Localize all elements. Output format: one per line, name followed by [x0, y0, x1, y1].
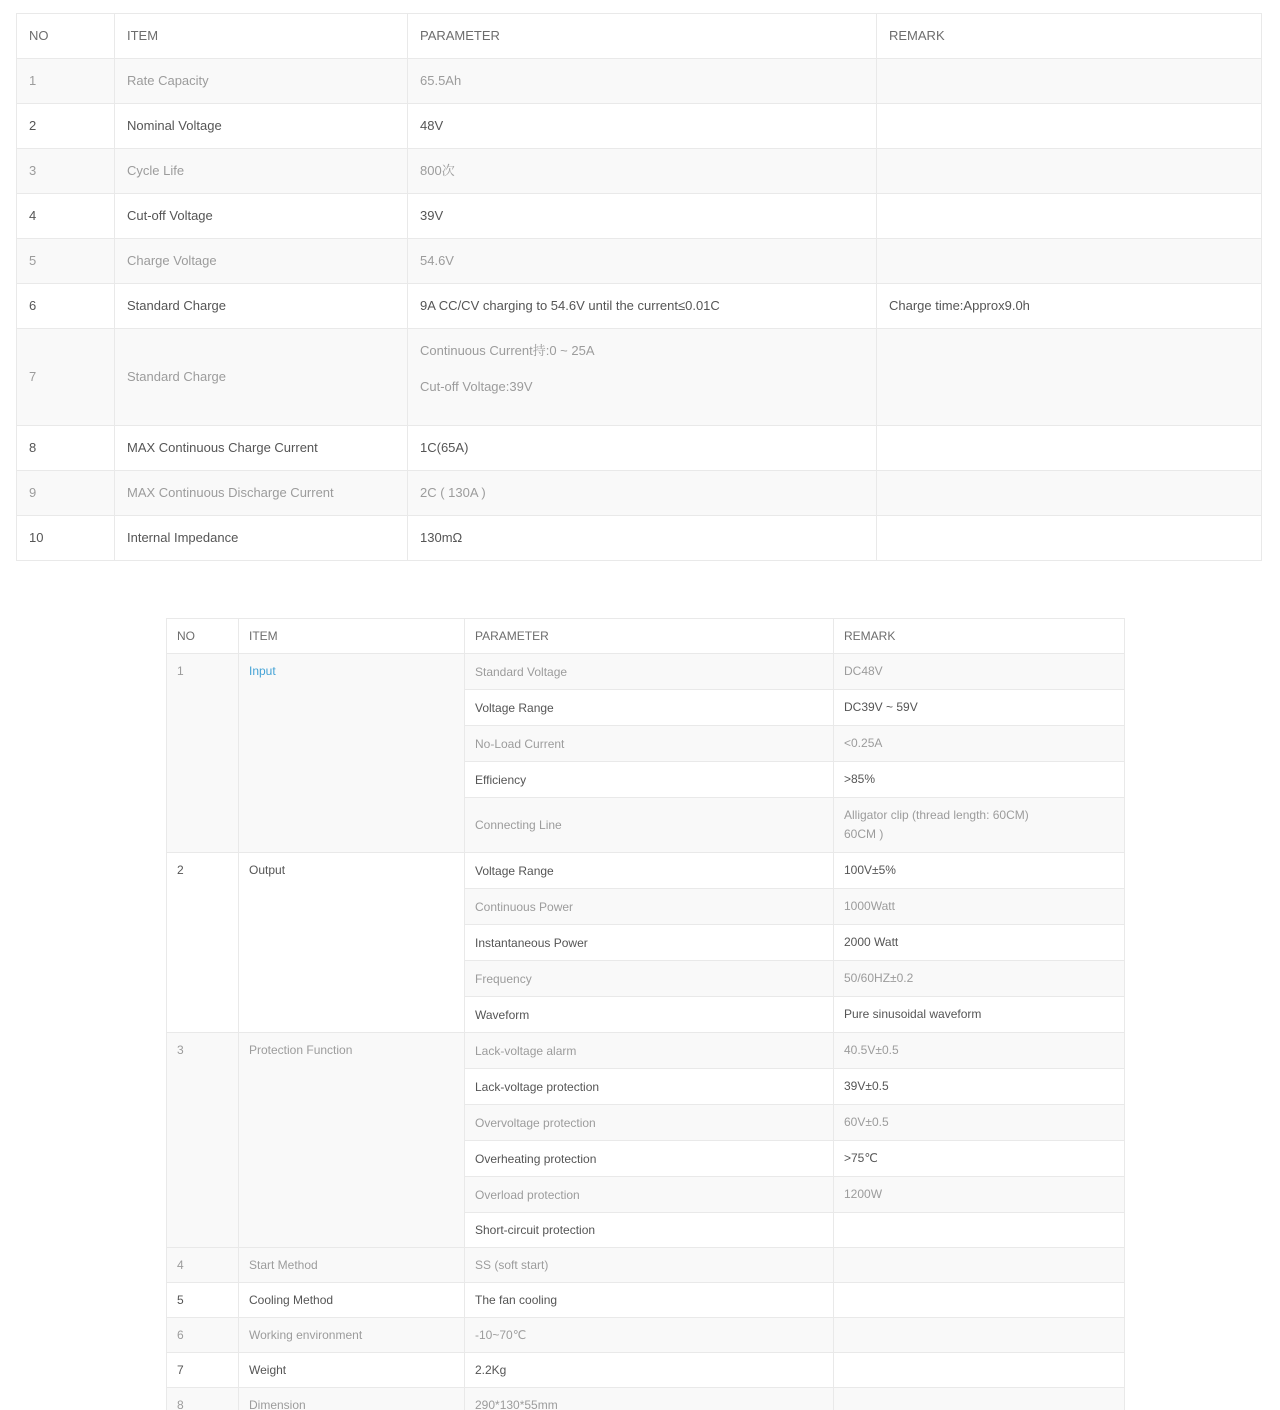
cell-parameter	[408, 284, 877, 329]
cell-parameter	[408, 516, 877, 561]
parameter-paragraph: 54.6V	[420, 253, 454, 268]
remark-line: >75℃	[844, 1151, 878, 1165]
cell-remark	[877, 194, 1262, 239]
battery-table-row	[17, 471, 1262, 516]
battery-column-header-parameter: PARAMETER	[408, 14, 877, 59]
battery-spec-table	[16, 13, 1262, 561]
item-label: Cooling Method	[249, 1293, 334, 1307]
inverter-table-row	[167, 1283, 1125, 1318]
parameter-paragraph: 9A CC/CV charging to 54.6V until the current≤0.01C	[420, 298, 720, 313]
cell-no: 1	[17, 59, 115, 104]
cell-remark	[877, 516, 1262, 561]
cell-remark	[834, 961, 1125, 997]
cell-parameter: Continuous Power	[465, 889, 834, 925]
cell-item: Standard Charge	[115, 329, 408, 426]
battery-column-header-item: ITEM	[115, 14, 408, 59]
parameter-paragraph: Cut-off Voltage:39V	[420, 379, 533, 394]
item-label: Working environment	[249, 1328, 363, 1342]
inverter-column-header-no: NO	[167, 619, 239, 654]
inverter-column-header-remark: REMARK	[834, 619, 1125, 654]
cell-parameter	[408, 426, 877, 471]
cell-no: 4	[167, 1248, 239, 1283]
remark-line: 1000Watt	[844, 899, 895, 913]
parameter-paragraph: 65.5Ah	[420, 73, 462, 88]
cell-parameter: Lack-voltage alarm	[465, 1033, 834, 1069]
battery-table-row	[17, 516, 1262, 561]
cell-no: 5	[167, 1283, 239, 1318]
cell-parameter	[408, 239, 877, 284]
inverter-table-row	[167, 1248, 1125, 1283]
item-label: Start Method	[249, 1258, 318, 1272]
cell-item: Internal Impedance	[115, 516, 408, 561]
cell-remark	[834, 925, 1125, 961]
cell-parameter: Standard Voltage	[465, 654, 834, 690]
cell-item	[239, 1388, 465, 1410]
cell-remark	[834, 1141, 1125, 1177]
cell-remark	[834, 997, 1125, 1033]
cell-remark	[877, 104, 1262, 149]
cell-remark	[877, 59, 1262, 104]
cell-item	[239, 1318, 465, 1353]
cell-parameter: Waveform	[465, 997, 834, 1033]
cell-no: 4	[17, 194, 115, 239]
cell-no: 10	[17, 516, 115, 561]
cell-parameter: Short-circuit protection	[465, 1213, 834, 1248]
remark-line: >85%	[844, 772, 876, 786]
cell-remark	[834, 654, 1125, 690]
item-label: Weight	[249, 1363, 287, 1377]
remark-line: Pure sinusoidal waveform	[844, 1007, 982, 1021]
cell-remark	[834, 1105, 1125, 1141]
cell-remark	[834, 762, 1125, 798]
inverter-header-row	[167, 619, 1125, 654]
cell-remark	[877, 426, 1262, 471]
remark-line: 60CM )	[844, 827, 884, 841]
cell-remark	[877, 329, 1262, 426]
cell-remark	[834, 1033, 1125, 1069]
cell-item: MAX Continuous Discharge Current	[115, 471, 408, 516]
cell-remark	[834, 853, 1125, 889]
battery-table-row	[17, 284, 1262, 329]
cell-no: 8	[167, 1388, 239, 1410]
remark-line: 1200W	[844, 1187, 883, 1201]
inverter-table-row	[167, 1033, 1125, 1069]
cell-parameter: Lack-voltage protection	[465, 1069, 834, 1105]
cell-item	[239, 1033, 465, 1248]
cell-parameter: -10~70℃	[465, 1318, 834, 1353]
remark-line: Alligator clip (thread length: 60CM)	[844, 808, 1029, 822]
cell-no: 3	[167, 1033, 239, 1248]
cell-item	[239, 1283, 465, 1318]
battery-table-row	[17, 239, 1262, 284]
cell-parameter	[408, 59, 877, 104]
cell-remark	[834, 690, 1125, 726]
inverter-spec-table	[166, 618, 1125, 1410]
cell-item	[239, 1353, 465, 1388]
cell-item: Cycle Life	[115, 149, 408, 194]
remark-line: 2000 Watt	[844, 935, 899, 949]
cell-parameter: SS (soft start)	[465, 1248, 834, 1283]
cell-parameter: Overload protection	[465, 1177, 834, 1213]
cell-remark	[834, 1069, 1125, 1105]
cell-no: 9	[17, 471, 115, 516]
inverter-table-row	[167, 654, 1125, 690]
cell-remark	[834, 1388, 1125, 1410]
cell-no: 2	[167, 853, 239, 1033]
cell-remark	[834, 1213, 1125, 1248]
cell-item: Rate Capacity	[115, 59, 408, 104]
cell-parameter: Overheating protection	[465, 1141, 834, 1177]
parameter-paragraph: 800次	[420, 163, 455, 178]
cell-item	[239, 1248, 465, 1283]
cell-item: Charge Voltage	[115, 239, 408, 284]
cell-remark	[834, 1248, 1125, 1283]
cell-no: 8	[17, 426, 115, 471]
cell-no: 2	[17, 104, 115, 149]
cell-no: 6	[17, 284, 115, 329]
cell-item: Cut-off Voltage	[115, 194, 408, 239]
cell-item	[239, 853, 465, 1033]
cell-parameter: Efficiency	[465, 762, 834, 798]
cell-remark	[834, 889, 1125, 925]
cell-remark	[877, 149, 1262, 194]
cell-no: 1	[167, 654, 239, 853]
cell-parameter: Voltage Range	[465, 690, 834, 726]
remark-line: 60V±0.5	[844, 1115, 889, 1129]
item-label: Output	[249, 863, 286, 877]
battery-header-row	[17, 14, 1262, 59]
parameter-paragraph: 48V	[420, 118, 444, 133]
cell-remark	[834, 1177, 1125, 1213]
battery-column-header-remark: REMARK	[877, 14, 1262, 59]
inverter-column-header-parameter: PARAMETER	[465, 619, 834, 654]
parameter-paragraph: 1C(65A)	[420, 440, 469, 455]
cell-remark	[834, 1318, 1125, 1353]
cell-parameter: 290*130*55mm	[465, 1388, 834, 1410]
battery-table-body	[17, 59, 1262, 561]
item-label: Protection Function	[249, 1043, 353, 1057]
remark-line: <0.25A	[844, 736, 883, 750]
inverter-table-header	[167, 619, 1125, 654]
cell-parameter: Connecting Line	[465, 798, 834, 853]
inverter-table-row	[167, 1388, 1125, 1410]
cell-no: 7	[17, 329, 115, 426]
inverter-table-row	[167, 1353, 1125, 1388]
remark-line: 100V±5%	[844, 863, 896, 877]
cell-parameter	[408, 194, 877, 239]
cell-remark	[834, 1353, 1125, 1388]
cell-item: Nominal Voltage	[115, 104, 408, 149]
cell-item: MAX Continuous Charge Current	[115, 426, 408, 471]
remark-line: 50/60HZ±0.2	[844, 971, 914, 985]
cell-parameter: No-Load Current	[465, 726, 834, 762]
cell-parameter	[408, 329, 877, 426]
cell-parameter: Overvoltage protection	[465, 1105, 834, 1141]
inverter-table-row	[167, 853, 1125, 889]
cell-remark	[834, 798, 1125, 853]
cell-parameter: Instantaneous Power	[465, 925, 834, 961]
parameter-paragraph: 39V	[420, 208, 444, 223]
cell-no: 7	[167, 1353, 239, 1388]
cell-item	[239, 654, 465, 853]
remark-line: DC39V ~ 59V	[844, 700, 918, 714]
item-label: Dimension	[249, 1398, 306, 1410]
cell-no: 6	[167, 1318, 239, 1353]
parameter-paragraph: Continuous Current持:0 ~ 25A	[420, 343, 595, 358]
battery-table-row	[17, 426, 1262, 471]
parameter-paragraph: 130mΩ	[420, 530, 463, 545]
parameter-paragraph: 2C ( 130A )	[420, 485, 486, 500]
inverter-table-row	[167, 1318, 1125, 1353]
cell-no: 3	[17, 149, 115, 194]
cell-remark	[834, 726, 1125, 762]
cell-remark: Charge time:Approx9.0h	[877, 284, 1262, 329]
battery-column-header-no: NO	[17, 14, 115, 59]
battery-table-row	[17, 194, 1262, 239]
battery-table-row	[17, 329, 1262, 426]
battery-table-row	[17, 149, 1262, 194]
inverter-spec-section	[166, 618, 1125, 1410]
remark-line: 40.5V±0.5	[844, 1043, 899, 1057]
cell-parameter: 2.2Kg	[465, 1353, 834, 1388]
cell-parameter	[408, 104, 877, 149]
cell-no: 5	[17, 239, 115, 284]
battery-table-header	[17, 14, 1262, 59]
cell-parameter	[408, 149, 877, 194]
cell-parameter	[408, 471, 877, 516]
cell-remark	[834, 1283, 1125, 1318]
cell-parameter: Frequency	[465, 961, 834, 997]
cell-parameter: The fan cooling	[465, 1283, 834, 1318]
cell-remark	[877, 239, 1262, 284]
remark-line: DC48V	[844, 664, 883, 678]
inverter-column-header-item: ITEM	[239, 619, 465, 654]
battery-table-row	[17, 59, 1262, 104]
cell-remark	[877, 471, 1262, 516]
remark-line: 39V±0.5	[844, 1079, 889, 1093]
battery-table-row	[17, 104, 1262, 149]
inverter-table-body	[167, 654, 1125, 1410]
item-label: Input	[249, 664, 276, 678]
cell-item: Standard Charge	[115, 284, 408, 329]
cell-parameter: Voltage Range	[465, 853, 834, 889]
battery-spec-section	[16, 13, 1262, 561]
